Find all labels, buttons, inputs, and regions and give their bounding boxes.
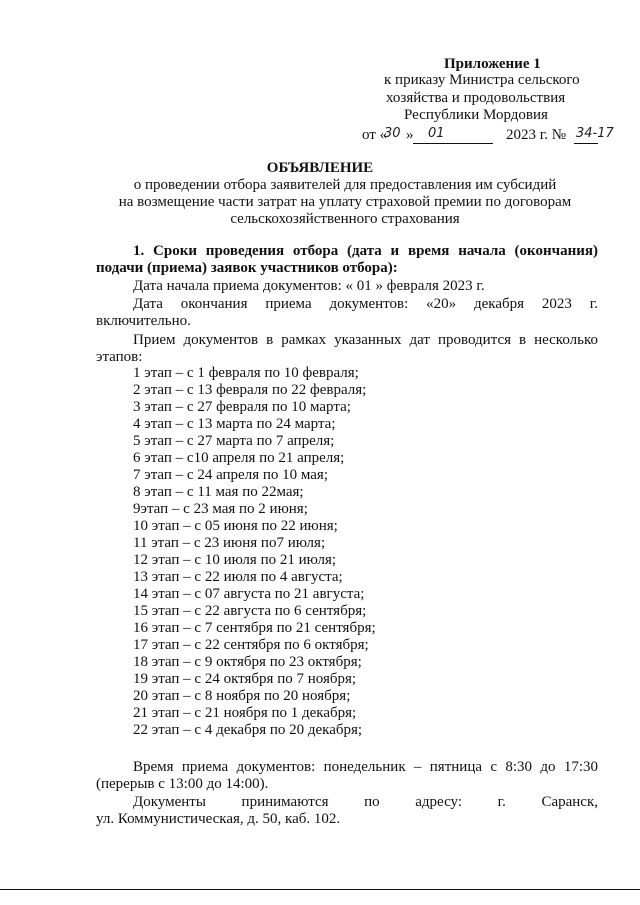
- stages-intro-line-1: Прием документов в рамках указанных дат проводится в несколько: [133, 332, 598, 348]
- section-1-heading-line-2: подачи (приема) заявок участников отбора):: [96, 260, 398, 276]
- stage-item: 11 этап – с 23 июня по7 июля;: [133, 535, 326, 551]
- stage-item: 21 этап – с 21 ноября по 1 декабря;: [133, 705, 357, 721]
- stage-item: 4 этап – с 13 марта по 24 марта;: [133, 416, 336, 432]
- address-line-1: Документы принимаются по адресу: г. Саранск,: [133, 794, 598, 810]
- date-year-and-number-label: 2023 г. №: [506, 127, 567, 143]
- stage-item: 1 этап – с 1 февраля по 10 февраля;: [133, 365, 359, 381]
- date-quote-close: »: [406, 127, 414, 143]
- end-date-text-line-1: Дата окончания приема документов: «20» декабря 2023 г.: [133, 296, 598, 312]
- address-line-2: ул. Коммунистическая, д. 50, каб. 102.: [96, 811, 341, 827]
- stage-item: 12 этап – с 10 июля по 21 июля;: [133, 552, 337, 568]
- start-date-text: Дата начала приема документов: « 01 » февраля 2023 г.: [133, 278, 485, 294]
- stage-item: 5 этап – с 27 марта по 7 апреля;: [133, 433, 335, 449]
- stage-item: 15 этап – с 22 августа по 6 сентября;: [133, 603, 367, 619]
- stage-item: 16 этап – с 7 сентября по 21 сентября;: [133, 620, 376, 636]
- appendix-line-2: хозяйства и продовольствия: [386, 90, 566, 106]
- hours-line-2: (перерыв с 13:00 до 14:00).: [96, 776, 269, 792]
- stage-item: 10 этап – с 05 июня по 22 июня;: [133, 518, 338, 534]
- stage-item: 8 этап – с 11 мая по 22мая;: [133, 484, 304, 500]
- hours-line-1: Время приема документов: понедельник – пятница с 8:30 до 17:30: [133, 759, 598, 775]
- announcement-subtitle-2: на возмещение части затрат на уплату страховой премии по договорам: [118, 194, 572, 210]
- stage-item: 17 этап – с 22 сентября по 6 октября;: [133, 637, 369, 653]
- stage-item: 2 этап – с 13 февраля по 22 февраля;: [133, 382, 367, 398]
- appendix-line-3: Республики Мордовия: [404, 107, 548, 123]
- page-bottom-edge-line: [0, 889, 640, 890]
- stage-item: 3 этап – с 27 февраля по 10 марта;: [133, 399, 351, 415]
- stage-item: 20 этап – с 8 ноября по 20 ноября;: [133, 688, 351, 704]
- date-month-underline: [413, 143, 493, 144]
- stage-item: 6 этап – с10 апреля по 21 апреля;: [133, 450, 345, 466]
- appendix-line-1: к приказу Министра сельского: [384, 72, 580, 88]
- end-date-text-line-2: включительно.: [96, 313, 191, 329]
- stage-item: 19 этап – с 24 октября по 7 ноября;: [133, 671, 357, 687]
- order-number-handwritten: 34-17: [576, 126, 614, 141]
- stage-item: 9этап – с 23 мая по 2 июня;: [133, 501, 308, 517]
- announcement-subtitle-1: о проведении отбора заявителей для предоставления им субсидий: [133, 177, 557, 193]
- section-1-heading-line-1: 1. Сроки проведения отбора (дата и время начала (окончания): [133, 243, 598, 259]
- stage-item: 13 этап – с 22 июля по 4 августа;: [133, 569, 343, 585]
- stage-item: 14 этап – с 07 августа по 21 августа;: [133, 586, 365, 602]
- appendix-title: Приложение 1: [444, 56, 541, 72]
- stages-intro-line-2: этапов:: [96, 349, 143, 365]
- date-month-handwritten: 01: [428, 126, 445, 141]
- announcement-subtitle-3: сельскохозяйственного страхования: [230, 211, 460, 227]
- order-number-underline: [574, 143, 598, 144]
- stage-item: 7 этап – с 24 апреля по 10 мая;: [133, 467, 328, 483]
- stage-item: 22 этап – с 4 декабря по 20 декабря;: [133, 722, 363, 738]
- stage-item: 18 этап – с 9 октября по 23 октября;: [133, 654, 362, 670]
- date-prefix: от «: [362, 127, 388, 143]
- date-day-handwritten: 30: [384, 126, 401, 141]
- announcement-title: ОБЪЯВЛЕНИЕ: [266, 160, 374, 176]
